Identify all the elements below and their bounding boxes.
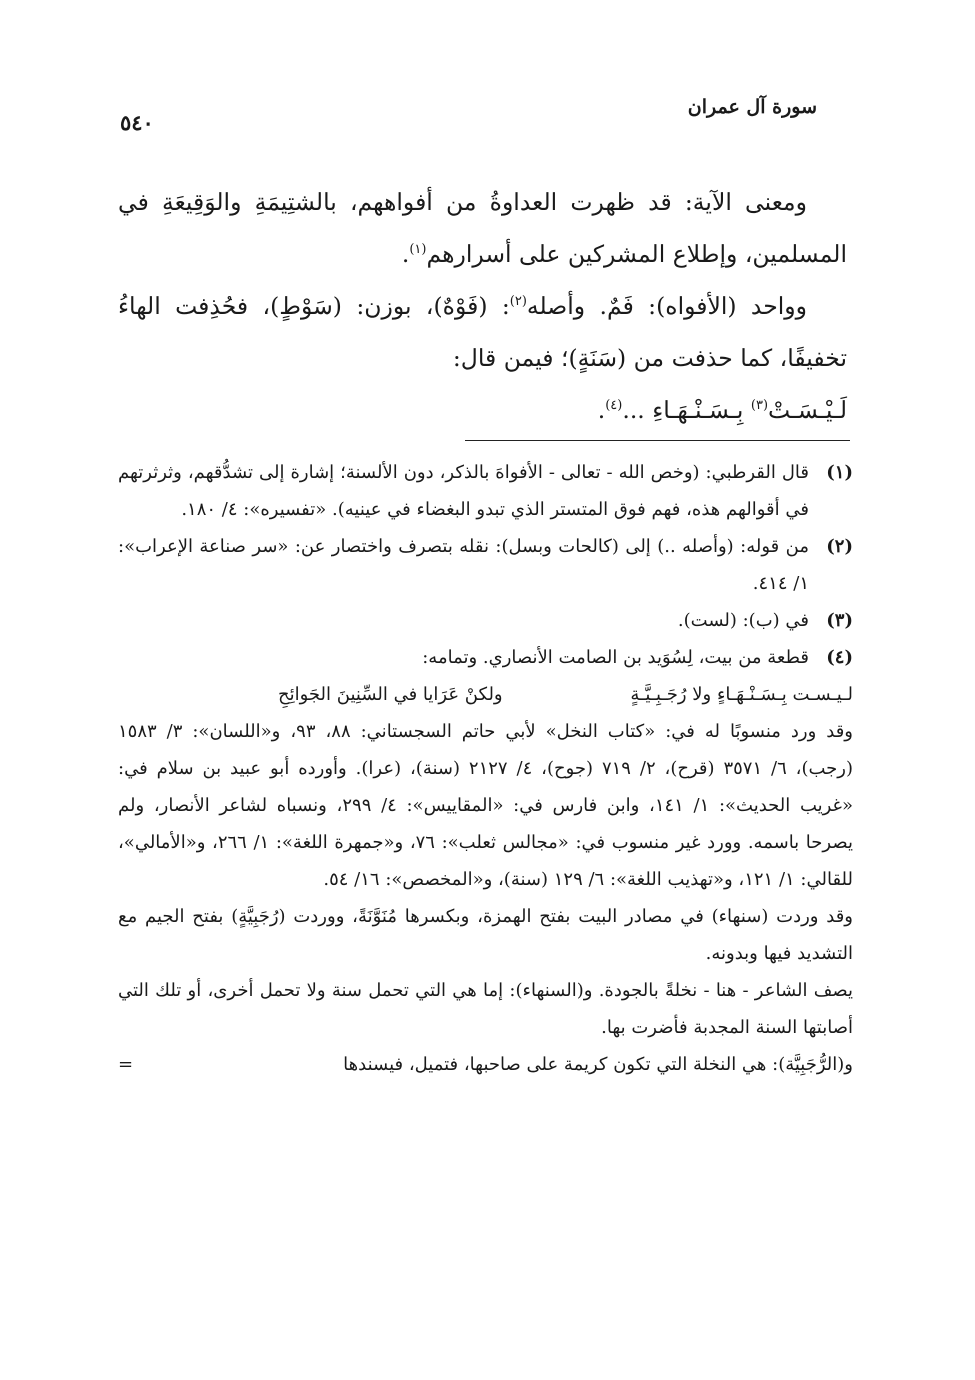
footnote-2-number: (٢) [826,536,853,557]
footnotes [118,454,853,1083]
main-paragraph-1-end: . [401,240,410,268]
surah-title: سورة آل عمران [687,96,817,118]
footnote-4-variants: وقد وردت (سنهاء) في مصادر البيت بفتح الهمزة، وبكسرها مُنَوَّنَةً، ووردت (رُجَبِيَّةٍ) بفتح الجيم مع التشديد فيها وبدونه. [118,906,853,964]
footnote-4-rajabiyya: و(الرُّجَبِيَّة): هي النخلة التي تكون كريمة على صاحبها، فتميل، فيسندها [343,1054,853,1075]
footnote-ref-1: (١) [409,242,427,258]
footnote-4-sources: وقد ورد منسوبًا له في: «كتاب النخل» لأبي حاتم السجستاني: ٨٨، ٩٣، و«اللسان»: ٣/ ١٥٨٣ (رجب)، ٦/ ٣٥٧١ (قرح)، ٢/ ٧١٩ (جوح)، ٤/ ٢١٢٧ (سنة)، (عرا). وأورده أبو عبيد بن سلام في: «غريب الحديث»: ١/ ١٤١، وابن فارس في: «المقاييس»: ٤/ ٢٩٩، ونسباه لشاعر الأنصار، ولم يصرحا باسمه. وورد غير منسوب في: «مجالس ثعلب»: ٧٦، و«جمهرة اللغة»: ١/ ٢٦٦، و«الأمالي»، للقالي: ١/ ١٢١، و«تهذيب اللغة»: ٦/ ١٢٩ (سنة)، و«المخصص»: ١٦/ ٥٤. [118,721,854,890]
verse-end: . [597,396,606,424]
page-header [120,96,817,136]
poetry-verse [118,384,847,436]
footnote-4-number: (٤) [826,647,853,668]
main-paragraph-1-text: ومعنى الآية: قد ظهرت العداوةُ من أفواههم، بالشتِيمَةِ والوَقِيعَةِ في المسلمين، وإطلاع المشركين على أسرارهم [118,188,847,268]
page-number: ٥٤٠ [120,110,154,135]
main-paragraph-2-text-b: : (فَوْهٌ)، بوزن: (سَوْطٍ)، فحُذِفت الهاءُ تخفيفًا، كما حذفت من (سَنَةٍ)؛ فيمن قال: [118,292,847,372]
footnote-separator [465,440,850,441]
footnote-ref-4: (٤) [605,398,623,414]
footnote-3-number: (٣) [826,610,853,631]
main-paragraph-2-text-a: وواحد (الأفواه): فَمٌ. وأصله [526,292,808,320]
verse-word-2: بِـسَـنْـهَـاءِ ... [622,396,744,424]
poem-hemistich-2: ولكنْ عَرَايا في السِّنِينَ الجَوائِحِ [278,684,503,705]
footnote-ref-3: (٣) [750,398,769,414]
main-text [118,176,847,436]
continued-mark: = [118,1054,134,1075]
footnote-1-text: قال القرطبي: (وخص الله - تعالى - الأفواهَ بالذكر، دون الألسنة؛ إشارة إلى تشدُّقهم، وثرثرتهم في أقوالهم هذه، فهم فوق المتستر الذي تبدو البغضاء في عينيه). «تفسيره»: ٤/ ١٨٠. [118,462,809,520]
poem-hemistich-1: لـيـسـت بِـسَـنْـهَـاءٍ ولا رُجَـبِـيَّـةٍ [630,684,853,705]
verse-word-1: لَـيْـسَـتْ [768,396,847,424]
main-paragraph-1 [118,176,847,280]
footnote-4 [118,639,853,676]
footnote-3 [118,602,853,639]
footnote-1-number: (١) [826,462,853,483]
footnote-4-meaning: يصف الشاعر - هنا - نخلةً بالجودة. و(السنهاء): إما هي التي تحمل سنة ولا تحمل أخرى، أو تلك التي أصابتها السنة المجدبة فأضرت بها. [118,980,853,1038]
footnote-4-poem [118,676,853,713]
footnote-3-text: في (ب): (لست). [677,610,809,631]
footnote-ref-2: (٢) [509,294,527,310]
main-paragraph-2 [118,280,847,384]
footnote-1 [118,454,853,528]
footnote-2 [118,528,853,602]
footnote-2-text: من قوله: (وأصله ..) إلى (كالحات وبسل): نقله بتصرف واختصار عن: «سر صناعة الإعراب»: ١/ ٤١٤. [118,536,809,594]
footnote-4-last-line [118,1046,853,1083]
footnote-4-intro: قطعة من بيت، لِسُوَيد بن الصامت الأنصاري. وتمامه: [422,647,809,668]
